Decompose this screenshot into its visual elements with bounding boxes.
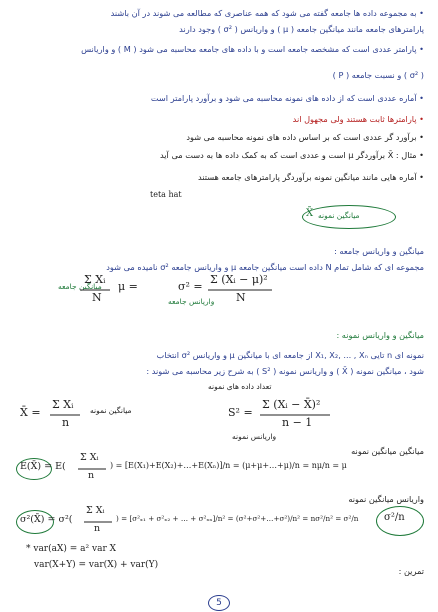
mu-denominator: N <box>92 291 102 304</box>
paragraph2-line2: • برآورد گر عددی است که بر اساس داده های نمونه محاسبه می شود <box>186 132 424 142</box>
expectation-lhs: E(X̄) = E( <box>20 461 66 472</box>
var-denominator: N <box>236 291 246 304</box>
paragraph2-line1: • پارامترها ثابت هستند ولی مجهول اند <box>292 114 424 124</box>
s2-denominator: n − 1 <box>282 416 313 429</box>
expectation-rhs: ) = [E(X₁)+E(X₂)+…+E(Xₙ)]/n = (μ+μ+…+μ)/n = nμ/n = μ <box>110 461 347 470</box>
variance-frac-num: Σ Xᵢ <box>86 505 105 516</box>
var-label: واریانس جامعه <box>168 297 215 306</box>
var-symbol: σ² = <box>178 280 203 293</box>
sample-count-note: تعداد داده های نمونه <box>208 382 272 391</box>
xbar-symbol: X̄ = <box>20 406 41 419</box>
variance-lhs: σ²(X̄) = σ²( <box>20 514 73 525</box>
expectation-frac-den: n <box>88 470 95 481</box>
sample-heading: میانگین و واریانس نمونه : <box>336 330 424 340</box>
expectation-frac-num: Σ Xᵢ <box>80 452 99 463</box>
variance-heading: واریانس میانگین نمونه <box>348 494 424 504</box>
sample-line2: شود ، میانگین نمونه ( X̄ ) و واریانس نمونه ( S² ) به شرح زیر محاسبه می شوند : <box>146 366 424 376</box>
xbar-label: میانگین نمونه <box>90 406 132 415</box>
variance-frac-den: n <box>94 523 101 534</box>
paragraph1-line5: • آماره عددی است که از داده های نمونه محاسبه می شود و برآورد پارامتر است <box>150 93 424 103</box>
paragraph1-line2: پارامترهای جامعه مانند میانگین جامعه ( μ ) و واریانس ( σ² ) وجود دارند <box>179 24 424 34</box>
mu-numerator: Σ Xᵢ <box>84 273 106 286</box>
sample-line1: نمونه ای n تایی X₁, X₂, ... , Xₙ از جامعه ای با میانگین μ و واریانس σ² انتخاب <box>156 350 424 360</box>
paragraph2-line4: • آماره هایی مانند میانگین نمونه برآوردگر پارامترهای جامعه هستند <box>197 172 424 182</box>
s2-symbol: S² = <box>228 406 253 419</box>
theta-hat-note: teta hat <box>150 190 182 199</box>
xbar-numerator: Σ Xᵢ <box>52 398 74 411</box>
paragraph1-line1: • به مجموعه داده ها جامعه گفته می شود که همه عناصری که مطالعه می شوند در آن باشند <box>110 8 424 18</box>
mean-box-label: میانگین نمونه <box>318 211 360 220</box>
rule-1: * var(aX) = a² var X <box>26 544 117 554</box>
footer-label: تمرین : <box>398 566 424 576</box>
variance-result: σ²/n <box>384 512 405 523</box>
mu-symbol: μ = <box>118 280 138 293</box>
s2-label: واریانس نمونه <box>232 432 277 441</box>
s2-numerator: Σ (Xᵢ − X̄)² <box>262 398 321 411</box>
paragraph1-line4: ( σ² ) و نسبت جامعه ( P ) <box>332 70 424 80</box>
variance-rhs: ) = [σ²ₓ₁ + σ²ₓ₂ + … + σ²ₓₙ]/n² = (σ²+σ²+…+σ²)/n² = nσ²/n² = σ²/n <box>116 514 359 523</box>
population-text: مجموعه ای که شامل تمام N داده است میانگین جامعه μ و واریانس جامعه σ² نامیده می شود <box>106 262 424 272</box>
mu-label: میانگین جامعه <box>58 282 102 291</box>
paragraph2-line3: • مثال : X̄ برآوردگر μ است و عددی است که به کمک داده ها به دست می آید <box>159 150 424 160</box>
page-number: 5 <box>208 595 230 611</box>
population-heading: میانگین و واریانس جامعه : <box>334 246 424 256</box>
expectation-heading: میانگین میانگین نمونه <box>351 446 424 456</box>
rule-2: var(X+Y) = var(X) + var(Y) <box>34 560 159 570</box>
paragraph1-line3: • پارامتر عددی است که مشخصه جامعه است و با داده های جامعه محاسبه می شود ( M ) و واریانس <box>81 44 424 54</box>
mean-box-symbol: X̄ <box>306 208 314 219</box>
var-numerator: Σ (Xᵢ − μ)² <box>210 273 268 286</box>
xbar-denominator: n <box>62 416 70 429</box>
